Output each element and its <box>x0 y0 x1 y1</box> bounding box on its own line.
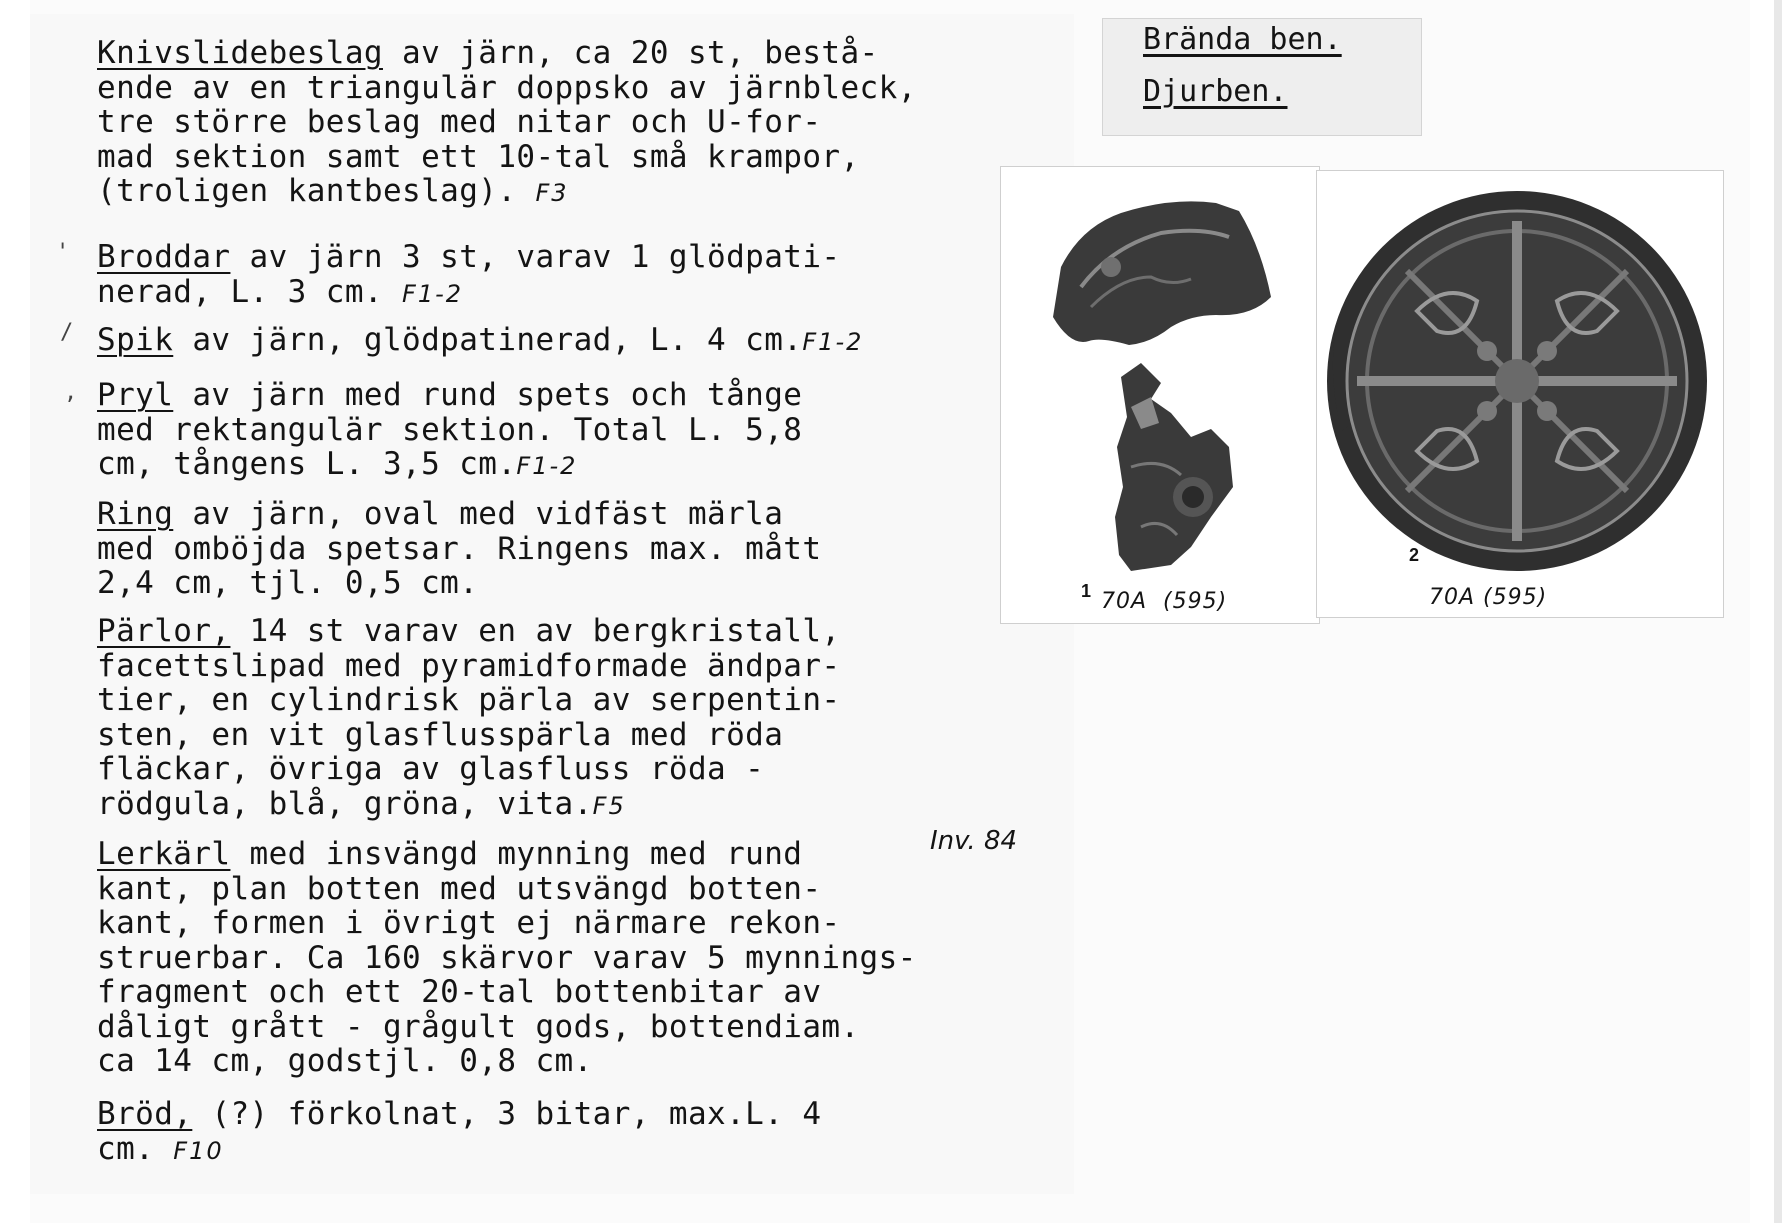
brooch-image <box>1317 171 1723 617</box>
label-line-2: Djurben. <box>1143 74 1288 109</box>
entry-text: ca 14 cm, godstjl. 0,8 cm. <box>97 1043 593 1079</box>
entry-knivslidebeslag <box>97 36 917 211</box>
entry-text: sten, en vit glasflusspärla med röda <box>97 716 784 753</box>
handwritten-note: F5 <box>592 791 626 820</box>
handwritten-note: F3 <box>535 179 569 207</box>
entry-text: ende av en triangulär doppsko av järnbleck, <box>97 69 917 106</box>
entry-lerkarl <box>97 837 917 1079</box>
margin-note-inventory: Inv. 84 <box>930 826 1018 856</box>
entry-text: rödgula, blå, gröna, vita. <box>97 785 593 822</box>
entry-brod <box>97 1097 821 1168</box>
entry-title: Knivslidebeslag <box>97 35 383 71</box>
entry-text: av järn, glödpatinerad, L. 4 cm. <box>173 322 803 358</box>
entry-pryl <box>97 378 802 484</box>
margin-tick: ' <box>56 240 70 265</box>
figure-caption: 70A (595) <box>1101 589 1228 614</box>
entry-text: av järn, oval med vidfäst märla <box>173 496 784 532</box>
entry-parlor <box>97 614 841 823</box>
entry-text: dåligt grått - grågult gods, bottendiam. <box>97 1008 860 1045</box>
photo-figure-2 <box>1316 170 1724 618</box>
entry-text: struerbar. Ca 160 skärvor varav 5 mynnings- <box>97 939 917 976</box>
entry-ring <box>97 497 821 601</box>
entry-title: Bröd, <box>97 1096 193 1132</box>
margin-tick: , <box>64 380 78 405</box>
sheet-edge <box>1774 0 1782 1223</box>
entry-text: med omböjda spetsar. Ringens max. mått <box>97 530 822 567</box>
entry-text: facettslipad med pyramidformade ändpar- <box>97 647 841 684</box>
entry-text: kant, plan botten med utsvängd botten- <box>97 870 822 907</box>
photo-figure-1 <box>1000 166 1320 624</box>
entry-text: tier, en cylindrisk pärla av serpentin- <box>97 682 841 718</box>
entry-title: Spik <box>97 322 174 358</box>
handwritten-note: F1-2 <box>402 279 464 308</box>
entry-text: av järn med rund spets och tånge <box>173 377 803 413</box>
entry-text: (troligen kantbeslag). <box>97 173 517 209</box>
label-line-1: Brända ben. <box>1143 22 1342 57</box>
entry-broddar <box>97 240 841 311</box>
entry-text: fragment och ett 20-tal bottenbitar av <box>97 974 822 1010</box>
entry-text: cm. <box>97 1130 155 1167</box>
entry-title: Pryl <box>97 377 174 413</box>
entry-text: med rektangulär sektion. Total L. 5,8 <box>97 411 803 448</box>
figure-number: 2 <box>1409 545 1420 565</box>
entry-text: tre större beslag med nitar och U-for- <box>97 104 822 140</box>
fragment-image <box>1001 167 1319 623</box>
figure-caption: 70A (595) <box>1429 585 1548 610</box>
entry-title: Pärlor, <box>97 613 231 649</box>
margin-tick: / <box>60 320 74 345</box>
entry-title: Ring <box>97 496 174 532</box>
entry-text: mad sektion samt ett 10-tal små krampor, <box>97 138 860 175</box>
entry-title: Lerkärl <box>97 836 231 872</box>
entry-text: med insvängd mynning med rund <box>230 836 803 872</box>
entry-text: av järn 3 st, varav 1 glödpati- <box>230 239 841 275</box>
entry-text: fläckar, övriga av glasfluss röda - <box>97 751 765 787</box>
entry-text: av järn, ca 20 st, bestå- <box>382 35 879 71</box>
handwritten-note: F10 <box>173 1136 224 1165</box>
entry-text: kant, formen i övrigt ej närmare rekon- <box>97 905 841 941</box>
entry-text: nerad, L. 3 cm. <box>97 273 383 310</box>
handwritten-note: F1-2 <box>802 328 864 356</box>
entry-text: cm, tångens L. 3,5 cm. <box>97 446 517 482</box>
entry-text: (?) förkolnat, 3 bitar, max.L. 4 <box>192 1096 822 1132</box>
entry-spik <box>97 323 863 360</box>
figure-number: 1 <box>1081 581 1092 601</box>
entry-text: 14 st varav en av bergkristall, <box>230 613 841 649</box>
entry-text: 2,4 cm, tjl. 0,5 cm. <box>97 565 479 601</box>
entry-title: Broddar <box>97 239 231 275</box>
handwritten-note: F1-2 <box>516 452 578 480</box>
